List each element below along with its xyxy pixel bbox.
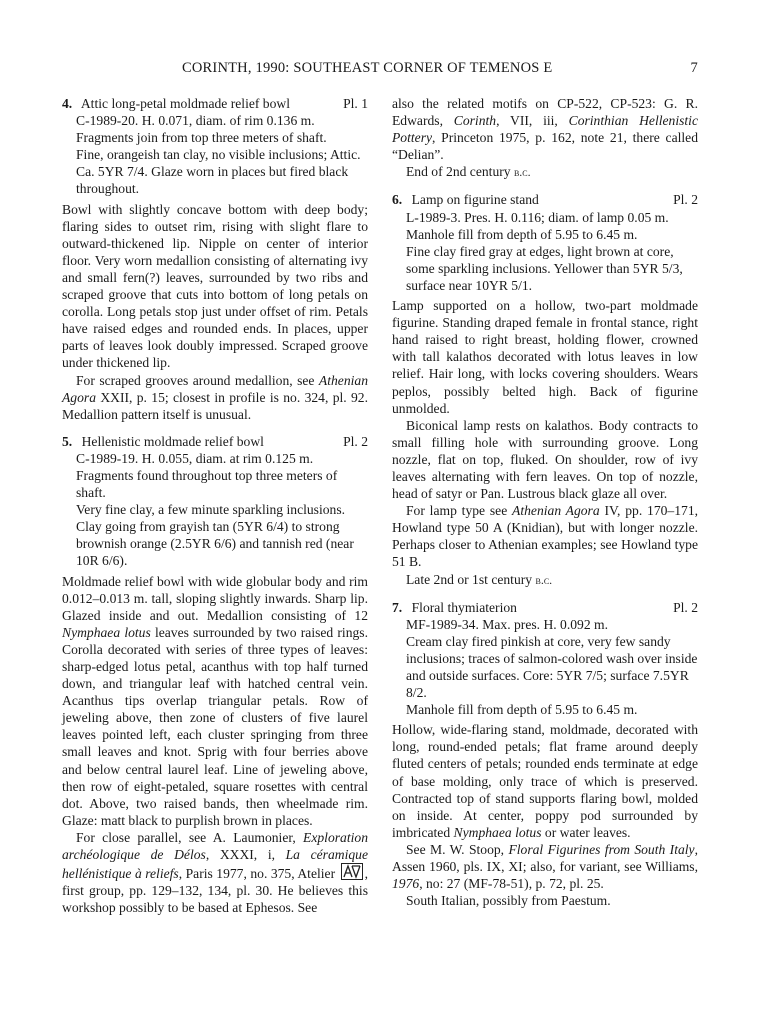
entry-6-description: Lamp supported on a hollow, two-part moldmade figurine. Standing draped female in frontal stance, right hand raised to right breast, holding flower, crowned with tall kalathos decorated with lotus leaves in low relief. Hair long, with locks covering shoulders. Wears peplos, possibly belted high. Back of figurine unmolded. — [392, 298, 698, 416]
findspot-line: Fragments join from top three meters of shaft. — [76, 130, 327, 146]
entry-4-description: Bowl with slightly concave bottom with deep body; flaring sides to outset rim, rising with slight flare to outward-thickened lip. Nipple on center of interior floor. Very worn medallion consisting of alternating ivy and small fern(?) leaves, surrounded by two ribs and scraped groove that cuts into bottom of long petals on corolla. Long petals stop just under offset of rim. Petals have raised edges and rounded ends. In places, upper parts of leaves look doubly impressed. Scraped groove under thickened lip. — [62, 201, 368, 371]
entry-number: 4. — [62, 96, 73, 111]
entry-5-meta — [62, 450, 368, 570]
findspot-line: Fragments found throughout top three meters of shaft. — [76, 467, 338, 501]
entry-title: Attic long-petal moldmade relief bowl — [80, 96, 290, 111]
entry-title: Hellenistic moldmade relief bowl — [81, 433, 264, 449]
entry-5-heading — [62, 433, 368, 450]
entry-7-provenance: South Italian, possibly from Paestum. — [406, 893, 611, 909]
entry-6-date: Late 2nd or 1st century b.c. — [406, 571, 553, 587]
entry-4-references: For scraped grooves around medallion, see Athenian Agora XXII, p. 15; closest in profile is no. 324, pl. 92. Medallion pattern itself is unusual. — [62, 372, 368, 422]
entry-number: 6. — [392, 192, 403, 208]
inventory-line: MF-1989-34. Max. pres. H. 0.092 m. — [406, 616, 609, 632]
entry-7-meta — [392, 616, 698, 719]
plate-reference: Pl. 1 — [343, 96, 368, 111]
running-title: CORINTH, 1990: SOUTHEAST CORNER OF TEMENOS E — [182, 60, 553, 76]
entry-7-heading — [392, 599, 698, 616]
entry-5-date: End of 2nd century b.c. — [406, 164, 531, 180]
plate-reference: Pl. 2 — [673, 599, 698, 615]
entry-4-heading — [62, 95, 368, 112]
entry-5-references: For close parallel, see A. Laumonier, Exploration archéologique de Délos, XXXI, i, La céramique hellénistique à reliefs, Paris 1977, no. 375, Atelier , first group, pp. 129–132, 134, pl. 30. He believes this workshop possibly to be based at Ephesos. See — [62, 829, 368, 916]
entry-7-description: Hollow, wide-flaring stand, moldmade, decorated with long, round-ended petals; flat frame around deeply fluted centers of petals; rounded ends terminate at edge of base molding, only trace of which is preserved. Contracted top of stand supports flaring bowl, molded on inside. At center, poppy pod surrounded by imbricated Nymphaea lotus or water leaves. — [392, 722, 698, 840]
entry-number: 7. — [392, 599, 403, 615]
entry-6-heading — [392, 191, 698, 208]
plate-reference: Pl. 2 — [343, 433, 368, 449]
entry-5-description: Moldmade relief bowl with wide globular body and rim 0.012–0.013 m. tall, sloping slightly inwards. Sharp lip. Glazed inside and out. Medallion consisting of 12 Nymphaea lotus leaves surrounded by two raised rings. Corolla decorated with series of three types of leaves: sharp-edged lotus petal, acanthus with top half turned down, and triangular leaf with hatched central vein. Acanthus tips overlap triangular petals. Row of jeweling above, then zone of clusters of five laurel leaves pointed left, each cluster springing from three small leaves and knot. Sprig with four berries above and below central laurel leaf. Line of jeweling above, then row of eight-petaled, square rosettes with central dot. Above, two raised bands, then wheelmade rim. Glaze: matt black to purplish brown in places. — [62, 573, 368, 828]
inventory-line: L-1989-3. Pres. H. 0.116; diam. of lamp 0.05 m. — [406, 209, 669, 225]
findspot-line: Manhole fill from depth of 5.95 to 6.45 m. — [406, 702, 638, 718]
entry-6-references: For lamp type see Athenian Agora IV, pp. 170–171, Howland type 50 A (Knidian), but with longer nozzle. Perhaps closer to Athenian examples; see Howland type 51 B. — [392, 503, 699, 570]
page-number: 7 — [690, 60, 698, 76]
entry-title: Lamp on figurine stand — [411, 192, 539, 208]
fabric-line: Very fine clay, a few minute sparkling inclusions. Clay going from grayish tan (5YR 6/4) to strong brownish orange (2.5YR 6/6) and tannish red (near 10R 6/6). — [76, 502, 354, 569]
fabric-line: Fine, orangeish tan clay, no visible inclusions; Attic. Ca. 5YR 7/4. Glaze worn in places but fired black throughout. — [76, 147, 361, 197]
entry-number: 5. — [62, 433, 73, 449]
entry-4-meta — [62, 112, 368, 197]
plate-reference: Pl. 2 — [673, 192, 698, 208]
workshop-monogram-icon — [341, 863, 363, 880]
right-column — [392, 95, 698, 909]
entry-6-lamp-description: Biconical lamp rests on kalathos. Body contracts to small filling hole with surrounding groove. Long nozzle, flat on top, fluked. On shoulder, row of ivy leaves alternating with fern leaves. On top of nozzle, head of satyr or Pan. Lustrous black glaze all over. — [392, 417, 698, 502]
fabric-line: Cream clay fired pinkish at core, very few sandy inclusions; traces of salmon-colored wash over inside and outside surfaces. Core: 5YR 7/5; surface 7.5YR 8/2. — [406, 633, 698, 701]
left-column — [62, 95, 368, 916]
findspot-line: Manhole fill from depth of 5.95 to 6.45 m. — [406, 226, 638, 242]
fabric-line: Fine clay fired gray at edges, light brown at core, some sparkling inclusions. Yellower than 5YR 5/3, surface near 10YR 5/1. — [406, 243, 683, 293]
inventory-line: C-1989-20. H. 0.071, diam. of rim 0.136 m. — [76, 113, 315, 129]
entry-title: Floral thymiaterion — [411, 599, 517, 615]
entry-6-meta — [392, 209, 698, 294]
entry-5-references-continued: also the related motifs on CP-522, CP-523: G. R. Edwards, Corinth, VII, iii, Corinthian Hellenistic Pottery, Princeton 1975, p. 162, note 21, there called “Delian”. — [392, 96, 698, 163]
entry-7-references: See M. W. Stoop, Floral Figurines from South Italy, Assen 1960, pls. IX, XI; also, for variant, see Williams, 1976, no: 27 (MF-78-51), p. 72, pl. 25. — [392, 841, 698, 892]
inventory-line: C-1989-19. H. 0.055, diam. at rim 0.125 m. — [76, 450, 314, 466]
